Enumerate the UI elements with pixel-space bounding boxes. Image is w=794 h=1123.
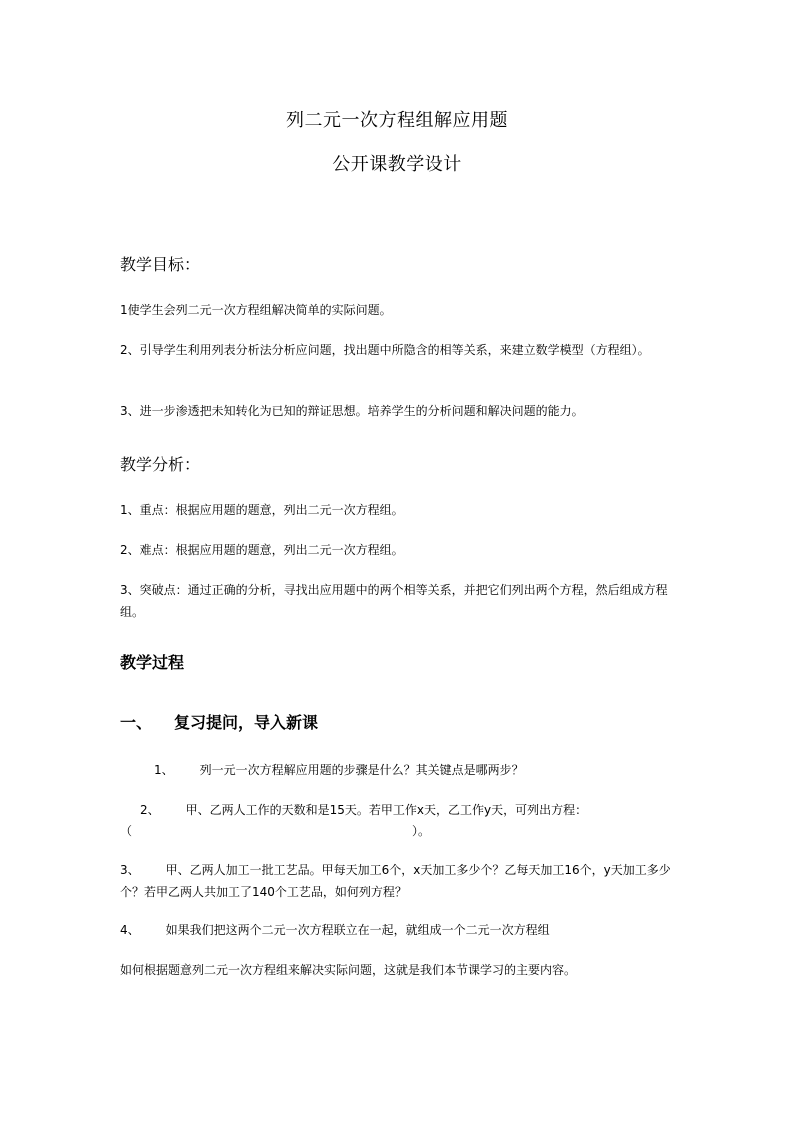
section-1-title: 复习提问，导入新课 — [174, 713, 319, 732]
process-heading: 教学过程 — [120, 653, 185, 672]
question-3-number: 3、 — [120, 863, 140, 877]
objective-item-3: 3、进一步渗透把未知转化为已知的辩证思想。培养学生的分析问题和解决问题的能力。 — [120, 404, 584, 418]
question-4-number: 4、 — [120, 923, 140, 937]
closing-paragraph: 如何根据题意列二元一次方程组来解决实际问题，这就是我们本节课学习的主要内容。 — [120, 963, 577, 977]
question-4 — [120, 919, 680, 941]
question-2-answer-blank — [120, 820, 680, 842]
question-1-number: 1、 — [154, 763, 174, 777]
question-4-text: 如果我们把这两个二元一次方程联立在一起，就组成一个二元一次方程组 — [165, 923, 550, 937]
question-3-text: 甲、乙两人加工一批工艺品。甲每天加工6个，x天加工多少个？乙每天加工16个，y天加工多少个？若甲乙两人共加工了140个工艺品，如何列方程？ — [120, 863, 671, 899]
objective-item-1: 1使学生会列二元一次方程组解决简单的实际问题。 — [120, 303, 392, 317]
question-1 — [120, 759, 714, 781]
question-2-number: 2、 — [140, 803, 160, 817]
question-2-text: 甲、乙两人工作的天数和是15天。若甲工作x天，乙工作y天，可列出方程： — [185, 803, 588, 817]
section-1-heading — [120, 710, 318, 733]
objectives-heading: 教学目标： — [120, 255, 201, 274]
section-1-number: 一、 — [120, 713, 153, 732]
analysis-item-2: 2、难点：根据应用题的题意，列出二元一次方程组。 — [120, 543, 404, 557]
document-subtitle: 公开课教学设计 — [332, 154, 462, 175]
question-2-close-paren: ）。 — [412, 824, 431, 838]
question-2 — [120, 799, 700, 821]
analysis-heading: 教学分析： — [120, 455, 201, 474]
question-1-text: 列一元一次方程解应用题的步骤是什么？其关键点是哪两步？ — [199, 763, 524, 777]
analysis-item-1: 1、重点：根据应用题的题意，列出二元一次方程组。 — [120, 503, 404, 517]
question-2-open-paren: （ — [120, 824, 133, 838]
document-title: 列二元一次方程组解应用题 — [286, 110, 508, 131]
question-3 — [120, 859, 680, 903]
analysis-item-3: 3、突破点：通过正确的分析，寻找出应用题中的两个相等关系，并把它们列出两个方程，然后组成方程组。 — [120, 583, 668, 619]
objective-item-2: 2、引导学生利用列表分析法分析应问题，找出题中所隐含的相等关系，来建立数学模型（方程组）。 — [120, 343, 650, 357]
